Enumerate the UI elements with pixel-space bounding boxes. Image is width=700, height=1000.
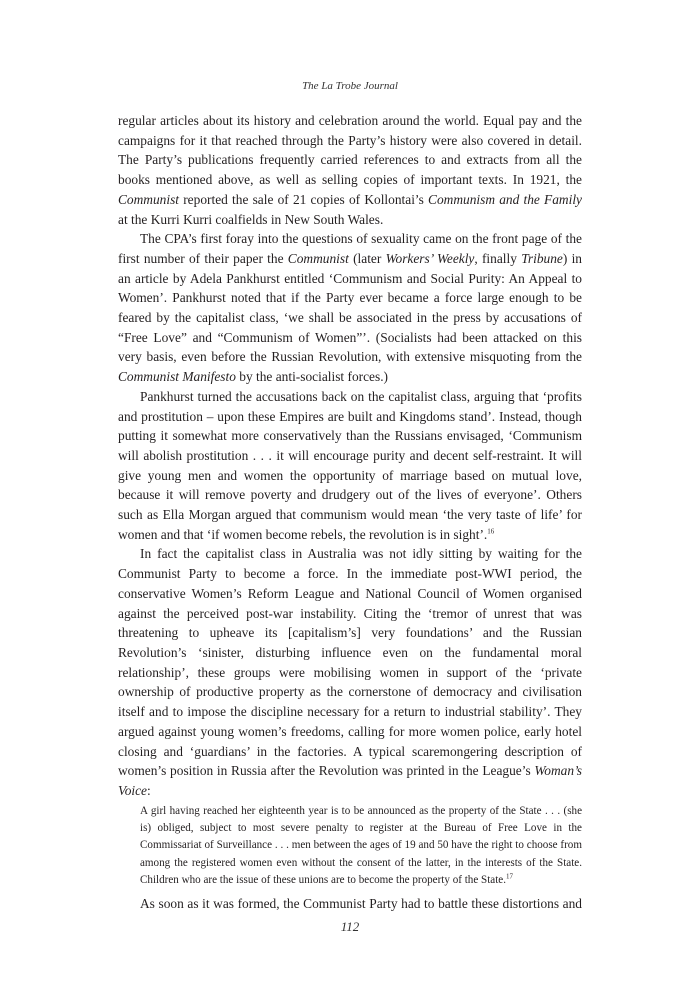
italic-text: Communist [118, 191, 180, 207]
text-run: : [147, 782, 151, 798]
text-run: The CPA’s first foray into the questions of sexuality came on the front page of the first number of their paper the [118, 231, 582, 266]
text-run: , finally [474, 250, 522, 266]
page-number: 112 [340, 919, 360, 934]
text-run: at the Kurri Kurri coalfields in New South Wales. [118, 211, 384, 227]
text-run: Pankhurst turned the accusations back on the capitalist class, arguing that ‘profits and prostitution – upon these Empires are built and Kingdoms stand’. Instead, though putting it somewhat more conservatively than the Russians envisaged, ‘Communism will abolish prostitution . . . it will encourage purity and decent self-restraint. It will give young men and women the opportunity of marriage based on mutual love, because it will remove poverty and drudgery out of the lives of everyone’. Others such as Ella Morgan argued that communism would mean ‘the very taste of life’ for women and that ‘if women become rebels, the revolution is in sight’. [118, 388, 582, 542]
paragraph [118, 387, 582, 545]
text-run: A girl having reached her eighteenth year is to be announced as the property of the State . . . (she is) obliged, subject to most severe penalty to register at the Bureau of Free Love in the Commissariat of Surveillance . . . men between the ages of 19 and 50 have the right to choose from among the registered women even without the consent of the latter, in the interests of the State. Children who are the issue of these unions are to become the property of the State. [140, 804, 582, 887]
running-header: The La Trobe Journal [302, 80, 398, 92]
text-run: (later [348, 250, 386, 266]
body-text [118, 111, 582, 913]
text-run: In fact the capitalist class in Australia was not idly sitting by waiting for the Communist Party to become a force. In the immediate post-WWI period, the conservative Women’s Reform League and National Council of Women organised against the perceived post-war instability. Citing the ‘tremor of unrest that was threatening to upheave its [capitalism’s] very foundations’ and the Russian Revolution’s ‘sinister, disturbing influence even on the fundamental moral relationship’, these groups were mobilising women in support of the ‘private ownership of productive property as the cornerstone of democracy and civilisation itself and to impose the discipline necessary for a return to industrial stability’. They argued against young women’s freedoms, calling for more women police, early hotel closing and ‘guardians’ in the factories. A typical scaremongering description of women’s position in Russia after the Revolution was printed in the League’s [118, 546, 582, 779]
paragraph [118, 111, 582, 229]
italic-text: Tribune [521, 250, 563, 266]
paragraph [118, 894, 582, 914]
italic-text: Communist Manifesto [118, 369, 236, 385]
italic-text: Workers’ Weekly [385, 250, 475, 266]
text-run: reported the sale of 21 copies of Kollontai’s [179, 191, 429, 207]
footnote-marker: 17 [506, 872, 513, 881]
text-run: ) in an article by Adela Pankhurst entitled ‘Communism and Social Purity: An Appeal to Women’. Pankhurst noted that if the Party ever became a force large enough to be feared by the capitalist class, ‘we shall be associated in the press by accusations of “Free Love” and “Communism of Women”’. (Socialists had been attacked on this very basis, even before the Russian Revolution, with extensive misquoting from the [118, 250, 582, 365]
text-run: regular articles about its history and celebration around the world. Equal pay and the campaigns for it that reached through the Party’s history were also covered in detail. The Party’s publications frequently carried references to and extracts from all the books mentioned above, as well as selling copies of important texts. In 1921, the [118, 113, 582, 188]
block-quote [140, 803, 582, 890]
paragraph [118, 229, 582, 387]
text-run: by the anti-socialist forces.) [235, 369, 389, 385]
italic-text: Woman’s Voice [118, 763, 582, 798]
italic-text: Communist [287, 250, 349, 266]
paragraph [118, 544, 582, 800]
text-run: As soon as it was formed, the Communist Party had to battle these distortions and [140, 895, 582, 911]
footnote-marker: 16 [487, 527, 495, 536]
italic-text: Communism and the Family [428, 191, 582, 207]
